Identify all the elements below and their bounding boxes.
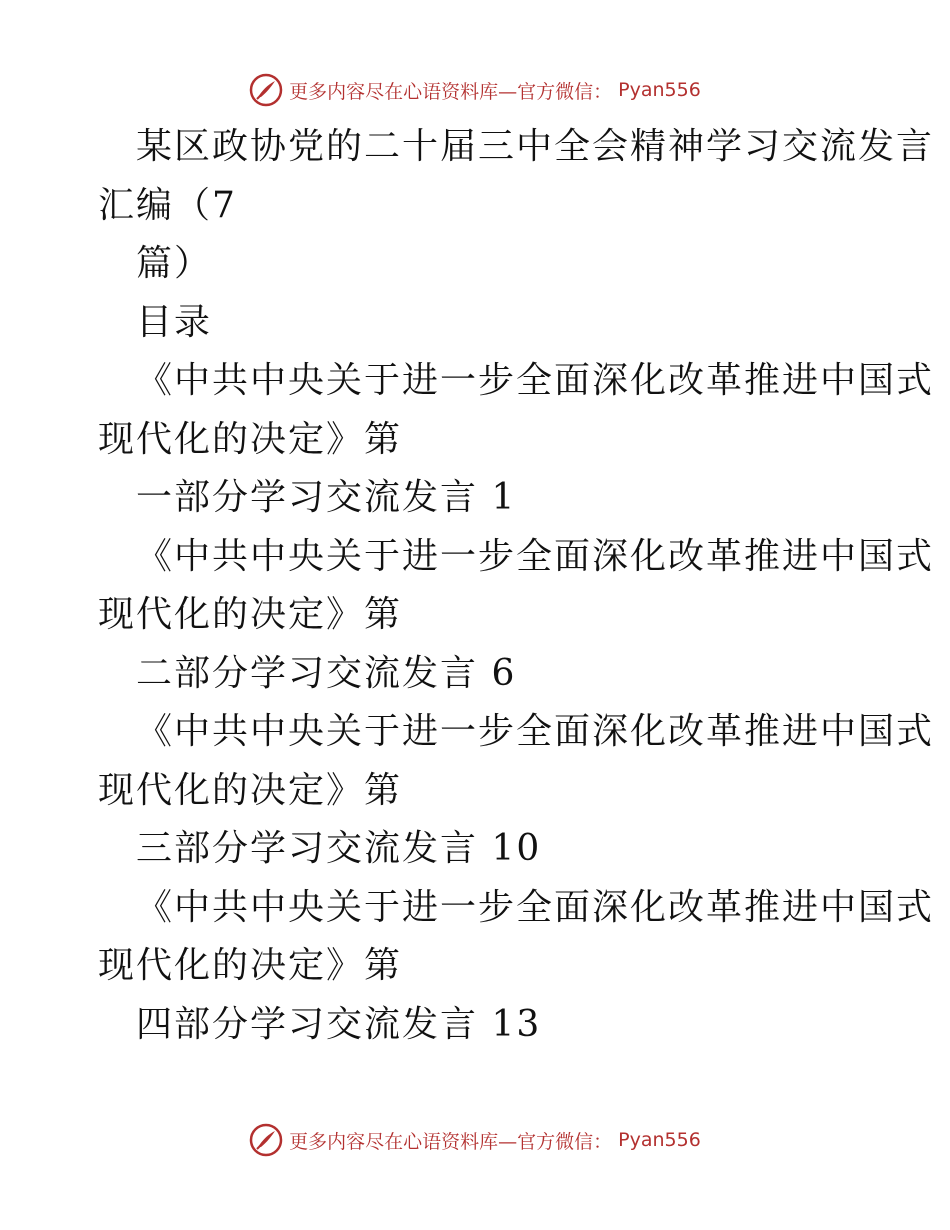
toc-entry-line: 现代化的决定》第 [98, 418, 403, 460]
toc-entry [98, 879, 935, 1055]
document-title-line: 某区政协党的二十届三中全会精神学习交流发言 [136, 126, 935, 167]
quill-logo-icon [249, 73, 283, 107]
toc-entry-line: 《中共中央关于进一步全面深化改革推进中国式 [136, 886, 935, 928]
toc-entry-line: 三部分学习交流发言 10 [136, 828, 542, 869]
document-body [98, 118, 935, 1054]
toc-entry-line: 《中共中央关于进一步全面深化改革推进中国式 [136, 535, 935, 577]
toc-entry-line: 二部分学习交流发言 6 [136, 652, 517, 694]
toc-entry-line: 《中共中央关于进一步全面深化改革推进中国式 [136, 360, 935, 401]
toc-entry [98, 352, 935, 528]
watermark-text: 更多内容尽在心语资料库—官方微信： [289, 1130, 613, 1153]
document-title-line: 篇） [136, 243, 213, 284]
quill-logo-icon [249, 1123, 283, 1157]
document-title-line: 汇编（7 [98, 184, 237, 226]
toc-entry-line: 一部分学习交流发言 1 [136, 477, 517, 518]
header-watermark [0, 70, 950, 110]
toc-entry-line: 现代化的决定》第 [98, 594, 403, 635]
watermark-text: 更多内容尽在心语资料库—官方微信： [289, 80, 613, 103]
watermark-wechat-id: Pyan556 [618, 79, 701, 101]
watermark-wechat-id: Pyan556 [618, 1129, 701, 1151]
toc-entry-line: 四部分学习交流发言 13 [136, 1003, 542, 1045]
toc-entry-line: 《中共中央关于进一步全面深化改革推进中国式 [136, 711, 935, 752]
footer-watermark [0, 1120, 950, 1160]
toc-heading: 目录 [136, 301, 213, 343]
toc-entry-line: 现代化的决定》第 [98, 769, 403, 811]
toc-entry [98, 528, 935, 704]
toc-entry-line: 现代化的决定》第 [98, 945, 403, 986]
toc-entry [98, 703, 935, 879]
